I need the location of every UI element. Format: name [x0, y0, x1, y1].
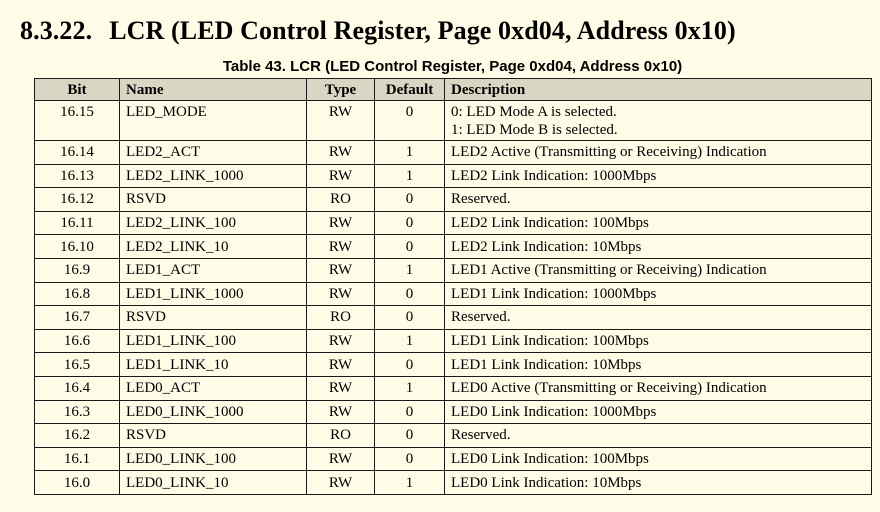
cell-type: RW — [307, 211, 375, 235]
cell-type: RW — [307, 101, 375, 141]
cell-description — [445, 258, 872, 282]
cell-default: 1 — [375, 471, 445, 495]
table-header — [35, 79, 872, 101]
cell-description — [445, 235, 872, 259]
cell-type: RW — [307, 258, 375, 282]
cell-bit: 16.6 — [35, 329, 120, 353]
cell-description — [445, 400, 872, 424]
description-line: LED2 Link Indication: 100Mbps — [451, 215, 649, 232]
cell-type: RO — [307, 306, 375, 330]
cell-bit: 16.2 — [35, 424, 120, 448]
description-line: LED0 Active (Transmitting or Receiving) Indication — [451, 380, 767, 397]
description-line: LED1 Link Indication: 100Mbps — [451, 333, 649, 350]
cell-description — [445, 164, 872, 188]
description-line: Reserved. — [451, 309, 511, 326]
table-row — [35, 141, 872, 165]
cell-description — [445, 447, 872, 471]
cell-name: RSVD — [120, 306, 307, 330]
cell-bit: 16.8 — [35, 282, 120, 306]
description-line: LED0 Link Indication: 10Mbps — [451, 474, 642, 491]
cell-description — [445, 471, 872, 495]
cell-type: RW — [307, 141, 375, 165]
cell-default: 1 — [375, 141, 445, 165]
cell-bit: 16.3 — [35, 400, 120, 424]
description-line: Reserved. — [451, 427, 511, 444]
column-header-name: Name — [120, 79, 307, 101]
cell-default: 0 — [375, 400, 445, 424]
cell-description — [445, 353, 872, 377]
cell-type: RO — [307, 188, 375, 212]
cell-name: LED2_LINK_1000 — [120, 164, 307, 188]
description-line: LED2 Active (Transmitting or Receiving) Indication — [451, 144, 767, 161]
cell-type: RW — [307, 400, 375, 424]
header-row — [35, 79, 872, 101]
cell-default: 1 — [375, 329, 445, 353]
cell-default: 0 — [375, 235, 445, 259]
cell-name: LED2_LINK_10 — [120, 235, 307, 259]
cell-bit: 16.14 — [35, 141, 120, 165]
section-title: LCR (LED Control Register, Page 0xd04, Address 0x10) — [109, 16, 736, 45]
cell-name: LED_MODE — [120, 101, 307, 141]
cell-description — [445, 376, 872, 400]
table-row — [35, 101, 872, 141]
cell-type: RW — [307, 164, 375, 188]
cell-default: 0 — [375, 306, 445, 330]
cell-name: LED1_ACT — [120, 258, 307, 282]
table-row — [35, 164, 872, 188]
cell-description — [445, 211, 872, 235]
column-header-bit: Bit — [35, 79, 120, 101]
table-row — [35, 471, 872, 495]
cell-name: LED0_LINK_1000 — [120, 400, 307, 424]
cell-default: 0 — [375, 447, 445, 471]
cell-bit: 16.10 — [35, 235, 120, 259]
cell-bit: 16.7 — [35, 306, 120, 330]
cell-description — [445, 282, 872, 306]
cell-type: RW — [307, 329, 375, 353]
cell-description — [445, 424, 872, 448]
cell-bit: 16.5 — [35, 353, 120, 377]
cell-name: LED0_LINK_100 — [120, 447, 307, 471]
cell-name: LED0_LINK_10 — [120, 471, 307, 495]
column-header-default: Default — [375, 79, 445, 101]
cell-default: 0 — [375, 353, 445, 377]
description-line: Reserved. — [451, 191, 511, 208]
cell-name: LED1_LINK_1000 — [120, 282, 307, 306]
cell-bit: 16.4 — [35, 376, 120, 400]
column-header-description: Description — [445, 79, 872, 101]
cell-bit: 16.0 — [35, 471, 120, 495]
table-row — [35, 376, 872, 400]
cell-type: RW — [307, 282, 375, 306]
cell-description — [445, 188, 872, 212]
description-line: LED1 Active (Transmitting or Receiving) Indication — [451, 262, 767, 279]
section-heading — [20, 11, 736, 51]
table-row — [35, 306, 872, 330]
description-line: LED0 Link Indication: 1000Mbps — [451, 403, 657, 420]
cell-name: LED1_LINK_10 — [120, 353, 307, 377]
description-line: LED1 Link Indication: 10Mbps — [451, 356, 642, 373]
table-row — [35, 400, 872, 424]
cell-name: RSVD — [120, 188, 307, 212]
cell-bit: 16.11 — [35, 211, 120, 235]
cell-bit: 16.9 — [35, 258, 120, 282]
cell-default: 1 — [375, 164, 445, 188]
cell-default: 0 — [375, 188, 445, 212]
description-line: 0: LED Mode A is selected. — [451, 104, 617, 120]
table-row — [35, 329, 872, 353]
description-line: LED1 Link Indication: 1000Mbps — [451, 285, 657, 302]
cell-default: 1 — [375, 376, 445, 400]
cell-bit: 16.13 — [35, 164, 120, 188]
cell-default: 0 — [375, 101, 445, 141]
cell-type: RW — [307, 376, 375, 400]
cell-default: 0 — [375, 282, 445, 306]
cell-bit: 16.1 — [35, 447, 120, 471]
description-line: LED0 Link Indication: 100Mbps — [451, 451, 649, 468]
description-line: 1: LED Mode B is selected. — [451, 122, 618, 138]
cell-default: 1 — [375, 258, 445, 282]
cell-type: RW — [307, 447, 375, 471]
cell-type: RO — [307, 424, 375, 448]
table-row — [35, 447, 872, 471]
description-line: LED2 Link Indication: 10Mbps — [451, 238, 642, 255]
cell-bit: 16.15 — [35, 101, 120, 141]
table-row — [35, 353, 872, 377]
table-row — [35, 211, 872, 235]
cell-name: LED0_ACT — [120, 376, 307, 400]
cell-description — [445, 101, 872, 141]
table-caption: Table 43. LCR (LED Control Register, Page 0xd04, Address 0x10) — [222, 58, 683, 75]
cell-type: RW — [307, 353, 375, 377]
cell-name: LED1_LINK_100 — [120, 329, 307, 353]
table-row — [35, 424, 872, 448]
cell-name: LED2_ACT — [120, 141, 307, 165]
cell-name: LED2_LINK_100 — [120, 211, 307, 235]
table-row — [35, 282, 872, 306]
register-table — [34, 78, 872, 495]
cell-type: RW — [307, 235, 375, 259]
cell-description — [445, 329, 872, 353]
section-number: 8.3.22. — [20, 16, 93, 45]
table-row — [35, 258, 872, 282]
cell-description — [445, 141, 872, 165]
cell-type: RW — [307, 471, 375, 495]
cell-name: RSVD — [120, 424, 307, 448]
table-body — [35, 101, 872, 495]
table-row — [35, 235, 872, 259]
table-row — [35, 188, 872, 212]
cell-default: 0 — [375, 211, 445, 235]
cell-description — [445, 306, 872, 330]
column-header-type: Type — [307, 79, 375, 101]
cell-default: 0 — [375, 424, 445, 448]
description-line: LED2 Link Indication: 1000Mbps — [451, 167, 657, 184]
cell-bit: 16.12 — [35, 188, 120, 212]
